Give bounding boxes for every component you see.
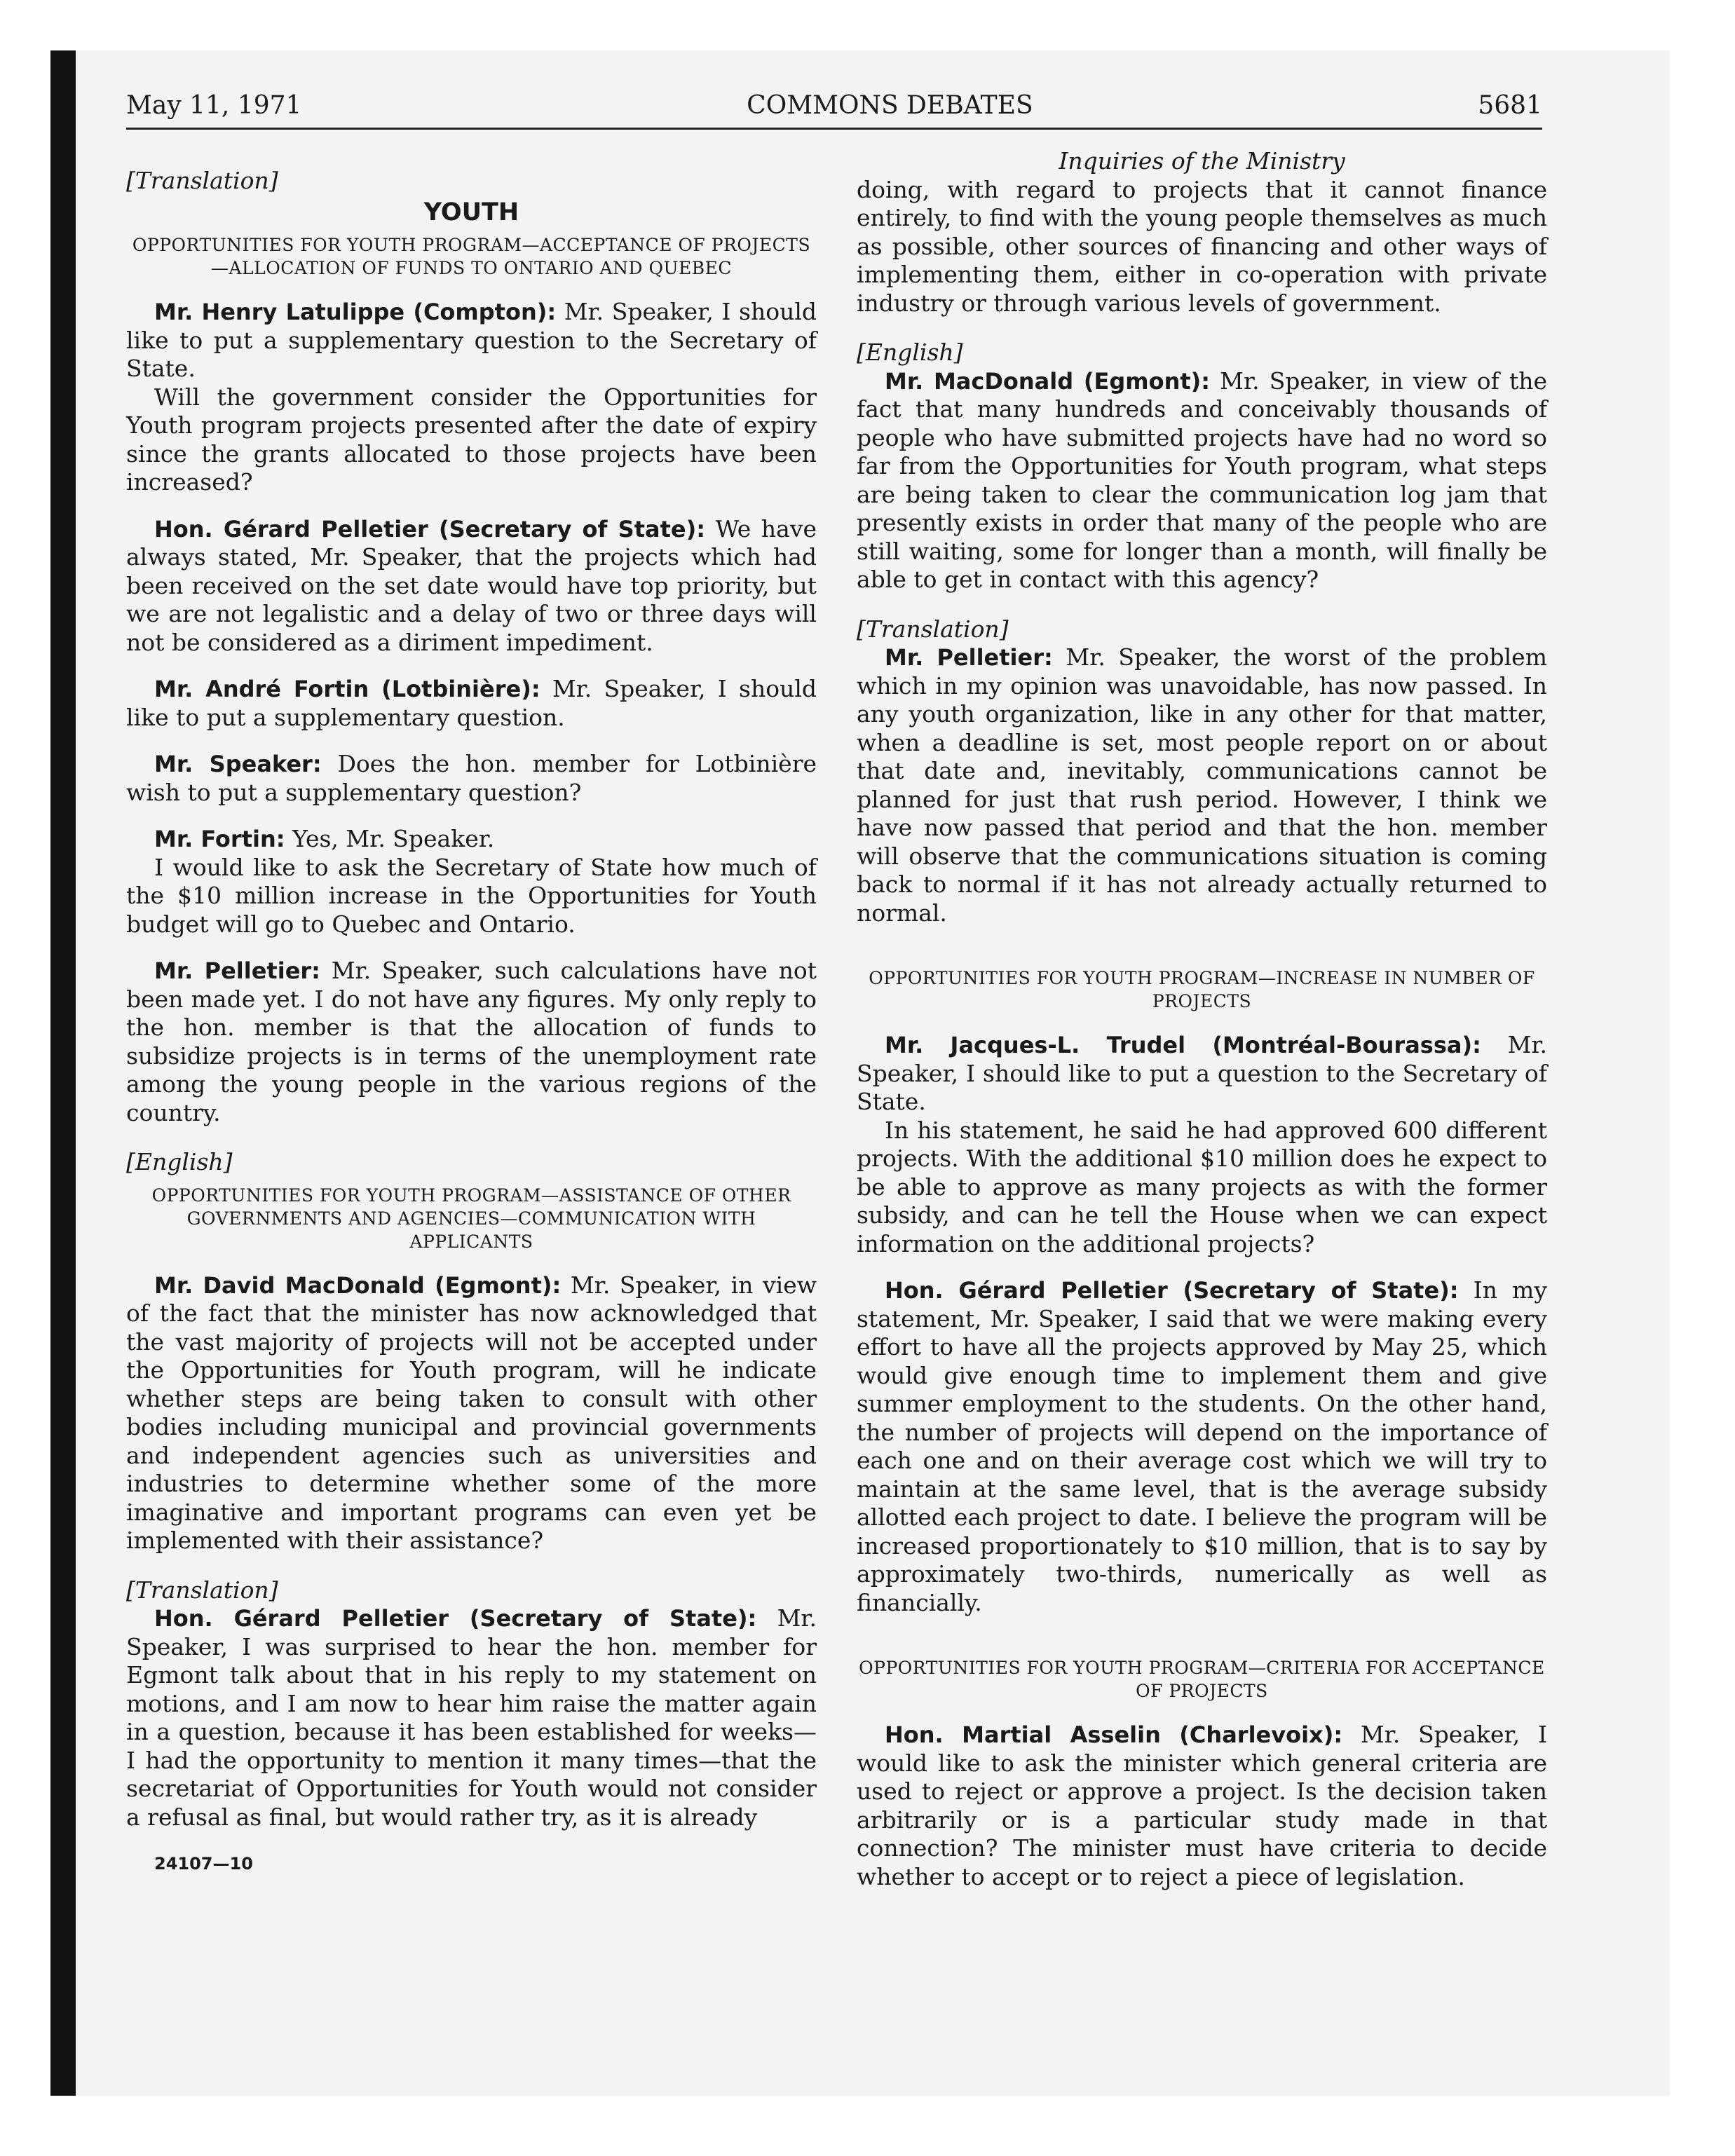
speech-text: Mr. Speaker, I should like to put a question to the Secretary of State. [857,1031,1547,1115]
header-rule [126,128,1542,130]
right-column [857,147,1547,1891]
speaker-name: Mr. Jacques-L. Trudel (Montréal-Bourassa): [885,1032,1481,1058]
speaker-name: Mr. Henry Latulippe (Compton): [154,299,557,325]
speech-text: Mr. Speaker, in view of the fact that many hundreds and conceivably thousands of people who have submitted projects have had no word so far from the Opportunities for Youth program, what steps are being taken to clear the communication log jam that presently exists in order that many of the people who are still waiting, some for longer than a month, will finally be able to get in contact with this agency? [857,367,1548,593]
speech-text: Mr. Speaker, I should like to put a supplementary question to the Secretary of State. [126,298,817,382]
speech-paragraph [126,515,817,657]
speech-paragraph [126,1604,817,1831]
subheading: OPPORTUNITIES FOR YOUTH PROGRAM—CRITERIA FOR ACCEPTANCE OF PROJECTS [859,1658,1545,1701]
speaker-name: Mr. Speaker: [154,751,322,777]
header-date: May 11, 1971 [126,91,302,120]
speech-paragraph [857,1721,1547,1891]
speaker-name: Mr. Pelletier: [154,957,320,984]
speech-paragraph [126,750,817,807]
speaker-name: Hon. Martial Asselin (Charlevoix): [885,1721,1343,1748]
speech-paragraph [857,367,1547,594]
speaker-name: Mr. Fortin: [154,826,285,852]
speaker-name: Mr. André Fortin (Lotbinière): [154,676,540,702]
speech-text: Yes, Mr. Speaker. [285,825,495,852]
speech-text: Does the hon. member for Lotbinière wish to put a supplementary question? [126,750,817,806]
speech-text: Mr. Speaker, I was surprised to hear the hon. member for Egmont talk about that in his reply to my statement on motions, and I am now to hear him raise the matter again in a question, because it has been established for weeks—I had the opportunity to mention it many times—that the secretariat of Opportunities for Youth would not consider a refusal as final, but would rather try, as it is already [126,1604,817,1831]
header-page-number: 5681 [1478,91,1542,120]
scan-edge [50,50,76,2096]
speech-paragraph [126,957,817,1127]
speaker-name: Mr. Pelletier: [885,644,1053,671]
speech-text: Mr. Speaker, I should like to put a supplementary question. [126,675,817,731]
translation-marker: [Translation] [857,615,1009,643]
speech-paragraph [126,1271,817,1555]
speaker-name: Mr. MacDonald (Egmont): [885,367,1211,395]
translation-marker: [Translation] [126,167,278,194]
page-header [126,91,1542,120]
speech-paragraph [857,1031,1547,1117]
speech-text: Mr. Speaker, I would like to ask the minister which general criteria are used to reject or approve a project. Is the decision taken arbitrarily or is a particular study made in that connection? The minister must have criteria to decide whether to accept or to reject a piece of legislation. [857,1721,1547,1890]
speech-continuation: Will the government consider the Opportunities for Youth program projects presented after the date of expiry since the grants allocated to those projects have been increased? [126,383,817,496]
english-marker: [English] [126,1148,233,1175]
speech-text: Mr. Speaker, in view of the fact that the minister has now acknowledged that the vast majority of projects will not be accepted under the Opportunities for Youth program, will he indicate whether steps are being taken to consult with other bodies including municipal and provincial governments and independent agencies such as universities and industries to determine whether some of the more imaginative and important programs can even yet be implemented with their assistance? [126,1271,817,1554]
speech-text: In my statement, Mr. Speaker, I said that we were making every effort to have all the projects approved by May 25, which would give enough time to implement them and give summer employment to the students. On the other hand, the number of projects will depend on the importance of each one and on their average cost which we will try to maintain at the same level, that is the average subsidy allotted each project to date. I believe the program will be increased proportionately to $10 million, that is to say by approximately two-thirds, numerically as well as financially. [857,1276,1547,1616]
speech-paragraph [126,298,817,383]
speech-text: Mr. Speaker, the worst of the problem which in my opinion was unavoidable, has now passed. In any youth organization, like in any other for that matter, when a deadline is set, most people report on or about that date and, inevitably, communications cannot be planned for just that rush period. However, I think we have now passed that period and that the hon. member will observe that the communications situation is coming back to normal if it has not already actually returned to normal. [857,643,1548,927]
speech-continuation: I would like to ask the Secretary of State how much of the $10 million increase in the Opportunities for Youth budget will go to Quebec and Ontario. [126,853,817,938]
printer-code: 24107—10 [154,1854,253,1874]
speech-text: Mr. Speaker, such calculations have not been made yet. I do not have any figures. My only reply to the hon. member is that the allocation of funds to subsidize projects is in terms of the unemployment rate among the young people in the various regions of the country. [126,957,817,1126]
subheading: OPPORTUNITIES FOR YOUTH PROGRAM—INCREASE IN NUMBER OF PROJECTS [869,968,1535,1011]
speech-text: We have always stated, Mr. Speaker, that the projects which had been received on the set date would have top priority, but we are not legalistic and a delay of two or three days will not be considered as a diriment impediment. [126,514,817,656]
subheading: OPPORTUNITIES FOR YOUTH PROGRAM—ASSISTANCE OF OTHER GOVERNMENTS AND AGENCIES—COMMUNICATION WITH APPLICANTS [151,1185,791,1252]
speech-continuation: In his statement, he said he had approved 600 different projects. With the additional $10 million does he expect to be able to approve as many projects as with the former subsidy, and can he tell the House when we can expect information on the additional projects? [857,1116,1547,1257]
left-column [126,147,817,1878]
english-marker: [English] [857,339,963,366]
section-heading: YOUTH [423,198,519,226]
speech-continuation: doing, with regard to projects that it cannot finance entirely, to find with the young people themselves as much as possible, other sources of financing and other ways of implementing them, either in co-operation with private industry or through various levels of government. [857,175,1547,317]
speech-paragraph [857,643,1547,927]
subheading: OPPORTUNITIES FOR YOUTH PROGRAM—ACCEPTANCE OF PROJECTS—ALLOCATION OF FUNDS TO ONTARIO AND QUEBEC [132,235,811,278]
speech-paragraph [126,825,817,854]
speech-paragraph [857,1276,1547,1617]
speaker-name: Hon. Gérard Pelletier (Secretary of State): [154,1605,757,1632]
speaker-name: Hon. Gérard Pelletier (Secretary of State): [885,1277,1459,1304]
speech-paragraph [126,675,817,732]
translation-marker: [Translation] [126,1576,278,1604]
speaker-name: Hon. Gérard Pelletier (Secretary of State): [154,515,705,543]
running-head: Inquiries of the Ministry [1059,147,1345,175]
speaker-name: Mr. David MacDonald (Egmont): [154,1271,562,1299]
header-title: COMMONS DEBATES [747,91,1033,120]
